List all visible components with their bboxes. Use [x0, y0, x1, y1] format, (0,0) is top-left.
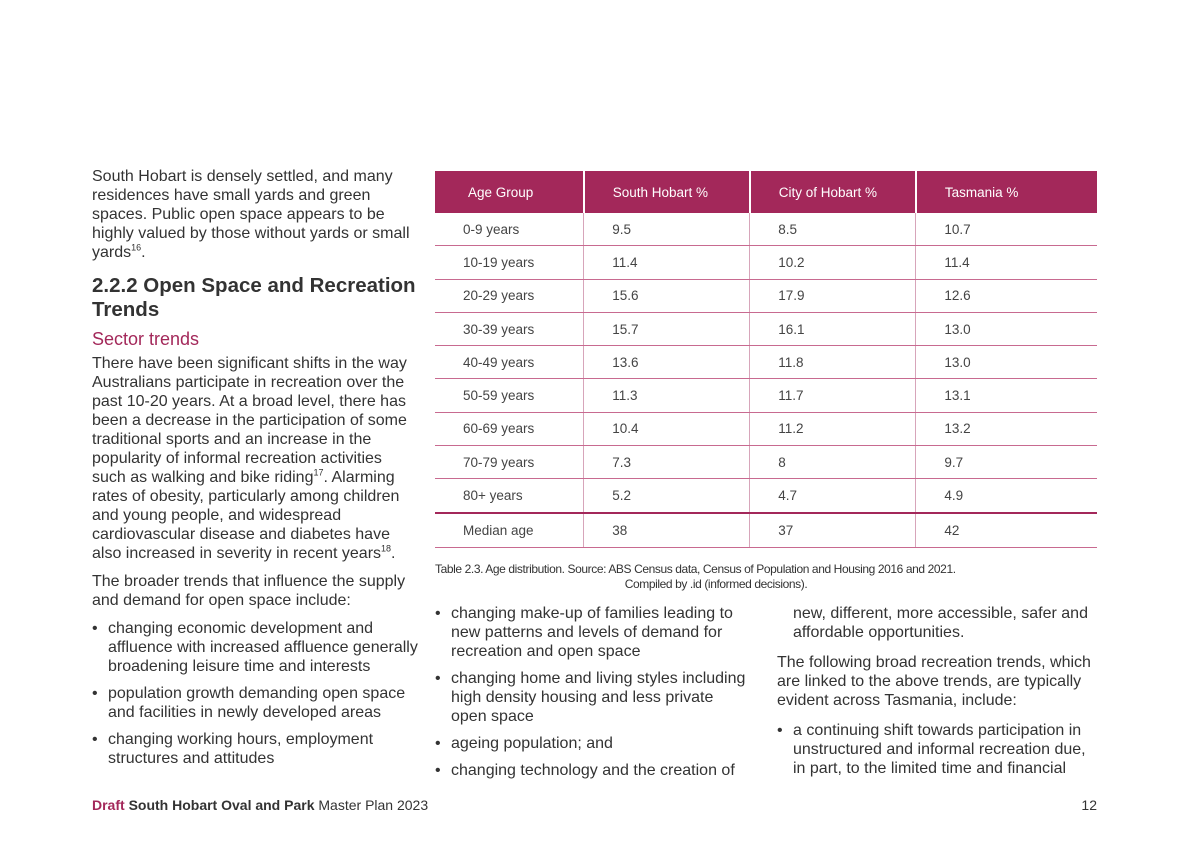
list-item: • ageing population; and	[435, 735, 613, 752]
table-cell: 13.0	[916, 312, 1097, 345]
page-number: 12	[1081, 797, 1097, 813]
table-cell: 7.3	[584, 446, 750, 479]
table-cell: 60-69 years	[435, 412, 584, 445]
table-header-row	[435, 171, 1097, 213]
age-distribution-table	[435, 171, 1097, 548]
table-cell: 30-39 years	[435, 312, 584, 345]
table-cell: 38	[584, 513, 750, 548]
table-row	[435, 246, 1097, 279]
supply-demand-paragraph: The broader trends that influence the supply and demand for open space include:	[92, 573, 406, 609]
table-cell: 15.7	[584, 312, 750, 345]
table-cell: 4.9	[916, 479, 1097, 513]
footer-title-bold: South Hobart Oval and Park	[128, 797, 315, 813]
caption-line-1: Table 2.3. Age distribution. Source: ABS Census data, Census of Population and Housing 2016 and 2021.	[435, 562, 956, 576]
right-column	[777, 604, 1097, 786]
section-subheading: Sector trends	[92, 329, 200, 349]
table-cell: 13.2	[916, 412, 1097, 445]
list-item: • changing technology and the creation of	[435, 762, 735, 779]
table-cell: 8	[750, 446, 916, 479]
caption-line-2: Compiled by .id (informed decisions).	[624, 577, 808, 591]
footnote-ref: 18	[381, 543, 392, 554]
table-cell: 16.1	[750, 312, 916, 345]
table-cell: 70-79 years	[435, 446, 584, 479]
table-row	[435, 446, 1097, 479]
table-cell: 11.2	[750, 412, 916, 445]
page-footer	[92, 797, 428, 813]
header-city-of-hobart: City of Hobart %	[750, 171, 916, 213]
bullet-continuation: new, different, more accessible, safer and affordable opportunities.	[793, 605, 1088, 641]
section-heading: 2.2.2 Open Space and Recreation Trends	[92, 274, 416, 321]
table-row	[435, 412, 1097, 445]
table-cell: 37	[750, 513, 916, 548]
trends-paragraph: There have been significant shifts in the way Australians participate in recreation over the past 10-20 years. At a broad level, there has been a decrease in the participation of some traditional sports and an increase in the popularity of informal recreation activities such as walking and bike riding$^{17}$. Alarming rates of obesity, particularly among children and young people, and widespread cardiovascular disease and diabetes have also increased in severity in recent years$^{18}$.	[92, 355, 407, 562]
table-row	[435, 479, 1097, 513]
table-cell: 17.9	[750, 279, 916, 312]
table-cell: 11.7	[750, 379, 916, 412]
footer-title-rest: Master Plan 2023	[318, 797, 429, 813]
age-distribution-table-container	[435, 171, 1097, 548]
bullet-icon: •	[92, 620, 98, 637]
footnote-ref: 16	[131, 242, 142, 253]
table-caption	[435, 562, 1097, 592]
middle-bullet-list	[435, 604, 753, 780]
footnote-ref: 17	[313, 467, 324, 478]
bullet-icon: •	[435, 605, 441, 622]
draft-label: Draft	[92, 797, 125, 813]
table-cell: 9.5	[584, 213, 750, 246]
table-cell: 11.3	[584, 379, 750, 412]
table-cell: 9.7	[916, 446, 1097, 479]
table-cell: 10.7	[916, 213, 1097, 246]
table-cell: 15.6	[584, 279, 750, 312]
list-item: • changing home and living styles including high density housing and less private open space	[435, 670, 746, 725]
table-cell: 13.1	[916, 379, 1097, 412]
table-row	[435, 346, 1097, 379]
bullet-icon: •	[435, 670, 441, 687]
table-cell: 0-9 years	[435, 213, 584, 246]
table-cell: 11.4	[584, 246, 750, 279]
table-cell: 12.6	[916, 279, 1097, 312]
list-item: • changing make-up of families leading to new patterns and levels of demand for recreation and open space	[435, 605, 733, 660]
table-cell: 11.4	[916, 246, 1097, 279]
table-cell: Median age	[435, 513, 584, 548]
left-column	[92, 167, 418, 776]
table-cell: 10-19 years	[435, 246, 584, 279]
table-cell: 13.0	[916, 346, 1097, 379]
broad-trends-paragraph: The following broad recreation trends, which are linked to the above trends, are typically evident across Tasmania, include:	[777, 654, 1091, 709]
list-item: • changing working hours, employment structures and attitudes	[92, 731, 374, 767]
table-cell: 40-49 years	[435, 346, 584, 379]
table-cell: 80+ years	[435, 479, 584, 513]
header-south-hobart: South Hobart %	[584, 171, 750, 213]
table-cell: 13.6	[584, 346, 750, 379]
median-age-row	[435, 513, 1097, 548]
list-item: • changing economic development and affluence with increased affluence generally broadening leisure time and interests	[92, 620, 418, 675]
bullet-icon: •	[92, 685, 98, 702]
bullet-icon: •	[777, 722, 783, 739]
table-row	[435, 279, 1097, 312]
list-item: • population growth demanding open space and facilities in newly developed areas	[92, 685, 406, 721]
right-bullet-list	[777, 721, 1097, 778]
header-tasmania: Tasmania %	[916, 171, 1097, 213]
table-cell: 20-29 years	[435, 279, 584, 312]
table-cell: 42	[916, 513, 1097, 548]
table-row	[435, 213, 1097, 246]
table-row	[435, 312, 1097, 345]
bullet-icon: •	[435, 762, 441, 779]
bullet-icon: •	[92, 731, 98, 748]
table-cell: 4.7	[750, 479, 916, 513]
middle-column	[435, 604, 753, 788]
table-cell: 10.4	[584, 412, 750, 445]
header-age-group: Age Group	[435, 171, 584, 213]
table-cell: 8.5	[750, 213, 916, 246]
table-cell: 10.2	[750, 246, 916, 279]
table-cell: 5.2	[584, 479, 750, 513]
left-bullet-list	[92, 619, 418, 768]
list-item: • a continuing shift towards participation in unstructured and informal recreation due, in part, to the limited time and financial	[777, 722, 1086, 777]
intro-paragraph: South Hobart is densely settled, and many residences have small yards and green spaces. Public open space appears to be highly valued by those without yards or small yards$^{16}$.	[92, 168, 410, 261]
table-cell: 11.8	[750, 346, 916, 379]
table-cell: 50-59 years	[435, 379, 584, 412]
table-row	[435, 379, 1097, 412]
bullet-icon: •	[435, 735, 441, 752]
